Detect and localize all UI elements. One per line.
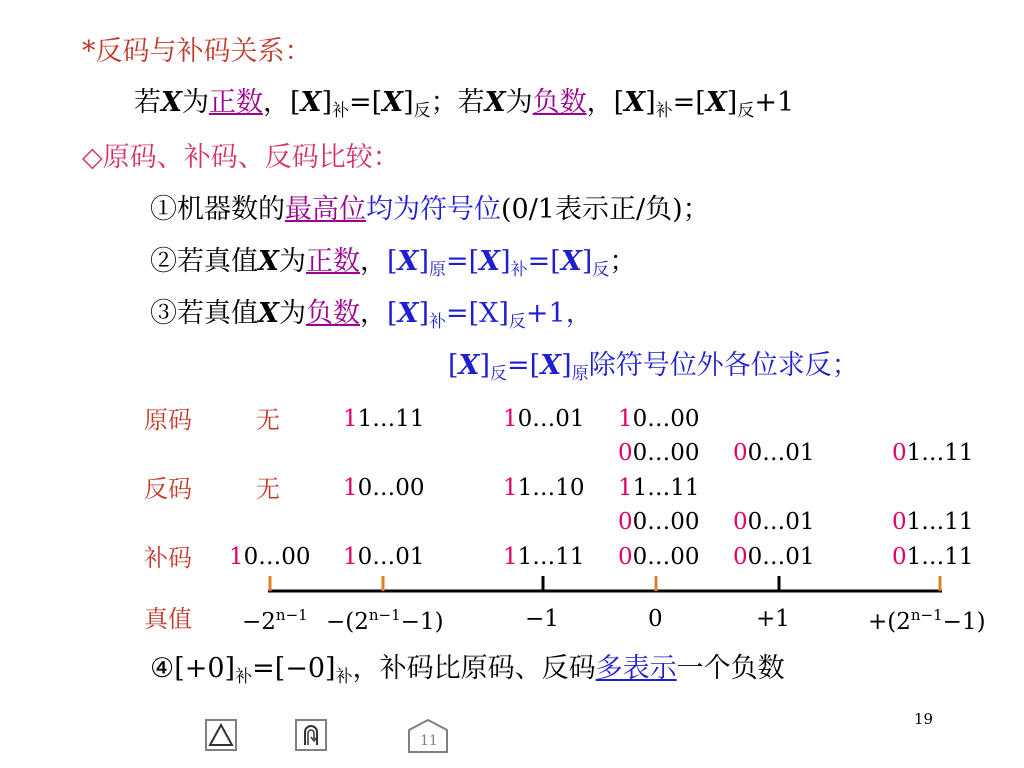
fan-none: 无 [256, 475, 280, 503]
bu-label: 补码 [144, 544, 192, 572]
return-button[interactable] [295, 719, 327, 751]
fan-cell: 00…00 [618, 509, 700, 535]
fan-cell: 11…11 [618, 475, 700, 501]
section-title: *反码与补码关系： [82, 36, 312, 67]
negative-link-2[interactable]: 负数 [305, 298, 360, 329]
bu-cell: 01…11 [892, 544, 974, 570]
yuan-label: 原码 [144, 406, 192, 434]
bu-cell: 10…00 [229, 544, 311, 570]
fan-cell: 01…11 [892, 509, 974, 535]
one-more-link[interactable]: 多表示 [595, 653, 677, 684]
item-1: ①机器数的最高位均为符号位(0/1表示正/负)； [150, 194, 710, 225]
page-number: 19 [914, 710, 934, 728]
positive-link-2[interactable]: 正数 [305, 246, 360, 277]
yuan-cell: 00…00 [618, 440, 700, 466]
relation-line: 若X为正数，$[X]_补=[X]_反$；若X为负数，$[X]_补=[X]_反+1$ [134, 87, 795, 121]
yuan-cell: 11…11 [343, 406, 425, 432]
compare-heading: ◇原码、补码、反码比较： [82, 142, 400, 173]
bu-cell: 00…00 [618, 544, 700, 570]
yuan-cell: 01…11 [892, 440, 974, 466]
return-icon [297, 721, 325, 749]
page-counter: 11 [420, 733, 438, 749]
true-value: 0 [648, 606, 663, 632]
yuan-cell: 00…01 [733, 440, 815, 466]
bu-cell: 10…01 [343, 544, 425, 570]
msb-link[interactable]: 最高位 [285, 194, 366, 225]
yuan-cell: 10…00 [618, 406, 700, 432]
true-value: $+(2^{n-1}-1)$ [868, 606, 986, 635]
true-value: +1 [756, 606, 790, 632]
true-value: $-(2^{n-1}-1)$ [326, 606, 444, 635]
triangle-icon [207, 721, 235, 749]
page-counter-button[interactable] [407, 718, 449, 754]
item-4: $④[+0]_补=[-0]_补$，补码比原码、反码多表示一个负数 [150, 653, 785, 687]
fan-label: 反码 [144, 475, 192, 503]
yuan-cell: 10…01 [503, 406, 585, 432]
home-button[interactable] [205, 719, 237, 751]
true-value: −1 [525, 606, 559, 632]
fan-cell: 11…10 [503, 475, 585, 501]
negative-link[interactable]: 负数 [532, 87, 587, 118]
item-3b: $[X]_反=[X]_原$除符号位外各位求反； [448, 350, 859, 384]
true-value: $-2^{n-1}$ [242, 606, 308, 635]
bu-cell: 11…11 [503, 544, 585, 570]
fan-cell: 10…00 [343, 475, 425, 501]
item-3: ③若真值X为负数，$[X]_补=[X]_反+1$， [150, 298, 593, 332]
fan-cell: 00…01 [733, 509, 815, 535]
bu-cell: 00…01 [733, 544, 815, 570]
zhen-label: 真值 [144, 605, 192, 633]
item-2: ②若真值X为正数，$[X]_原=[X]_补=[X]_反$； [150, 246, 637, 280]
yuan-none: 无 [256, 406, 280, 434]
positive-link[interactable]: 正数 [208, 87, 263, 118]
